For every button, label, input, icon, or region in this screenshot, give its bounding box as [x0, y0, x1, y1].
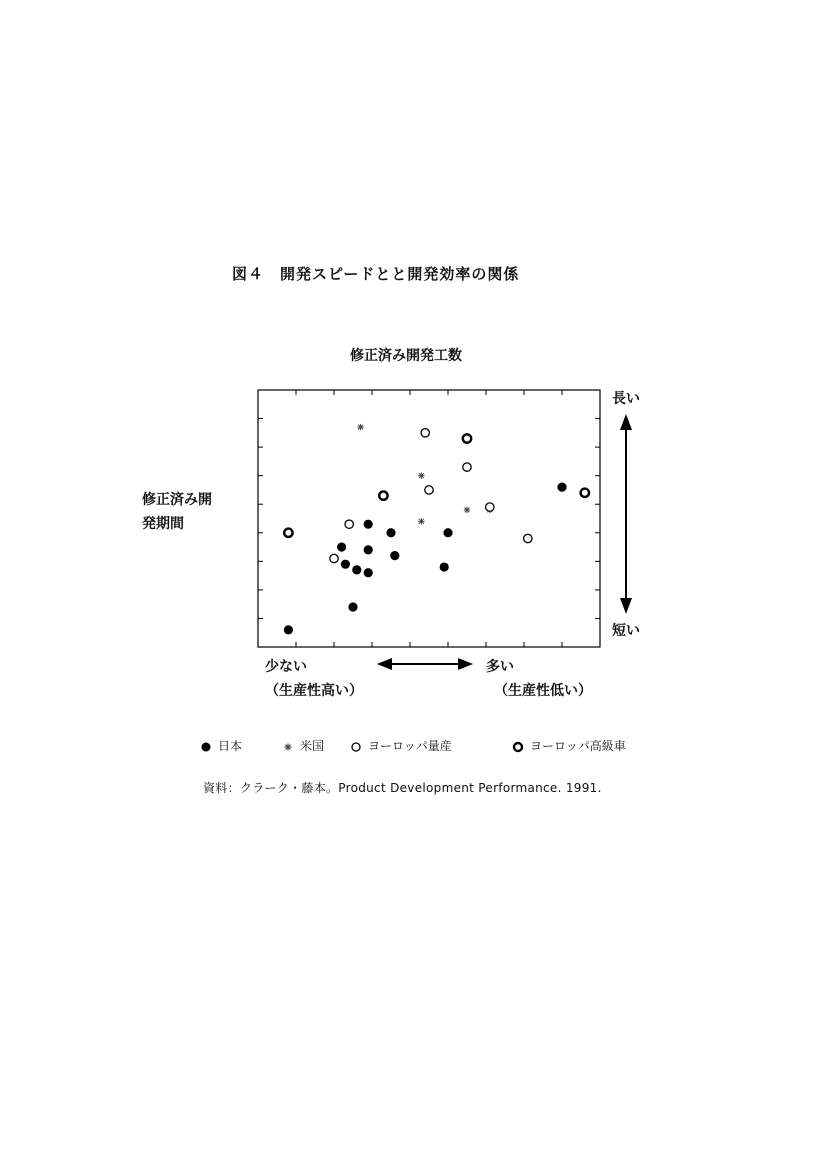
x-axis-many-label: 多い [486, 659, 514, 675]
filled-circle-icon [200, 741, 212, 753]
data-point-filled-circle [364, 568, 373, 577]
data-point-bold-open-circle [581, 489, 589, 497]
figure-title: 図４ 開発スピードとと開発効率の関係 [232, 265, 520, 283]
source-note: 資料：クラーク・藤本。Product Development Performance. 1991. [203, 781, 602, 795]
data-point-open-circle [345, 520, 353, 528]
data-point-open-circle [463, 463, 471, 471]
plot-border [258, 390, 600, 647]
legend-item-japan [200, 737, 242, 754]
y-axis-short-label: 短い [612, 623, 640, 639]
data-points [284, 424, 589, 635]
data-point-asterisk [418, 518, 424, 524]
data-point-asterisk [464, 507, 470, 513]
data-point-open-circle [524, 534, 532, 542]
legend-label-usa: 米国 [300, 739, 325, 753]
data-point-filled-circle [443, 528, 452, 537]
bold-open-circle-icon [512, 741, 524, 753]
x-axis-few-sublabel: （生産性高い） [265, 683, 363, 699]
data-point-bold-open-circle [284, 529, 292, 537]
asterisk-icon [282, 741, 294, 753]
data-point-asterisk [418, 472, 424, 478]
data-point-open-circle [421, 429, 429, 437]
data-point-open-circle [330, 554, 338, 562]
data-point-filled-circle [390, 551, 399, 560]
data-point-open-circle [425, 486, 433, 494]
plot-frame [258, 390, 600, 647]
data-point-filled-circle [337, 542, 346, 551]
open-circle-icon [350, 741, 362, 753]
legend-item-eu-luxury [512, 737, 626, 754]
x-axis-title: 修正済み開発工数 [350, 348, 462, 364]
data-point-bold-open-circle [463, 434, 471, 442]
y-axis-title-line2: 発期間 [142, 516, 184, 532]
data-point-filled-circle [341, 560, 350, 569]
data-point-filled-circle [440, 562, 449, 571]
legend-item-usa [282, 737, 324, 754]
legend-label-eu-luxury: ヨーロッパ高級車 [530, 739, 626, 753]
data-point-filled-circle [557, 482, 566, 491]
plot-ticks [258, 390, 600, 647]
data-point-filled-circle [364, 545, 373, 554]
x-arrow-head-left [377, 658, 392, 670]
data-point-filled-circle [386, 528, 395, 537]
data-point-filled-circle [352, 565, 361, 574]
axis-arrows [377, 414, 632, 670]
legend-item-eu-volume [350, 737, 452, 754]
y-axis-long-label: 長い [612, 391, 640, 407]
data-point-open-circle [486, 503, 494, 511]
y-arrow-head-down [620, 598, 632, 614]
y-axis-title-line1: 修正済み開 [142, 492, 212, 508]
legend-label-japan: 日本 [218, 739, 243, 753]
data-point-filled-circle [284, 625, 293, 634]
x-arrow-head-right [458, 658, 473, 670]
x-axis-few-label: 少ない [265, 659, 307, 675]
y-axis-title [142, 488, 242, 536]
data-point-bold-open-circle [379, 491, 387, 499]
x-axis-many-sublabel: （生産性低い） [494, 683, 592, 699]
data-point-filled-circle [364, 520, 373, 529]
y-arrow-head-up [620, 414, 632, 430]
data-point-filled-circle [348, 602, 357, 611]
data-point-asterisk [357, 424, 363, 430]
legend-label-eu-volume: ヨーロッパ量産 [368, 739, 452, 753]
